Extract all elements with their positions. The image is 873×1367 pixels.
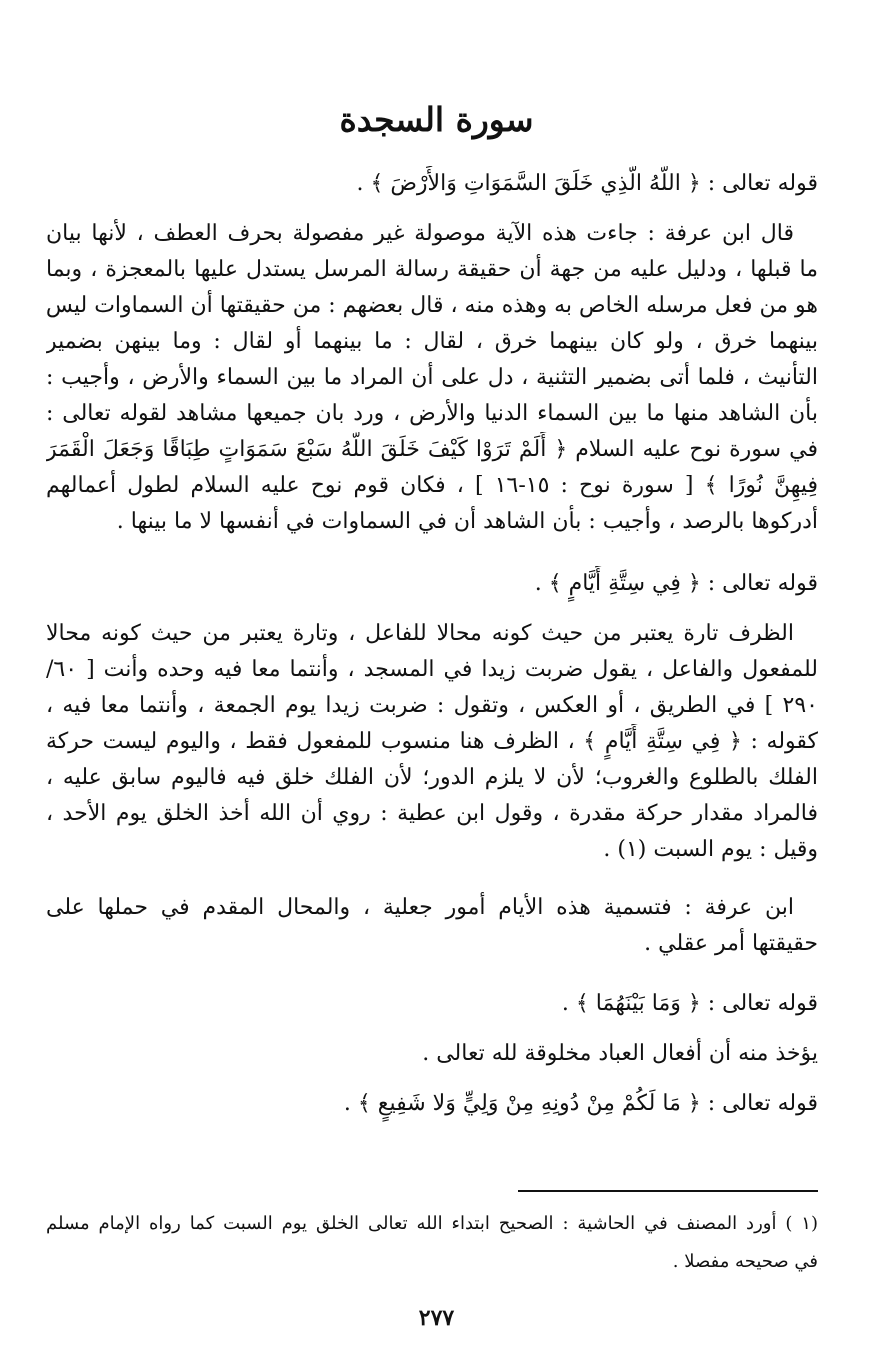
paragraph-line: هو من فعل مرسله الخاص به وهذه منه ، قال بعضهم : من حقيقتها أن السماوات ليس [46, 293, 818, 318]
paragraph-line: أدركوها بالرصد ، وأجيب : بأن الشاهد أن في السماوات في أنفسها لا ما بينها . [116, 509, 818, 534]
surah-title: سورة السجدة [339, 100, 534, 139]
page-number: ٢٧٧ [418, 1305, 455, 1331]
paragraph-line: الفلك بالطلوع والغروب؛ لأن لا يلزم الدور؛ لأن الفلك خلق فيه فاليوم سابق عليه ، [46, 765, 818, 790]
footnote-line: (١ ) أورد المصنف في الحاشية : الصحيح ابتداء الله تعالى الخلق يوم السبت كما رواه الإمام مسلم [46, 1213, 818, 1234]
paragraph-line: يؤخذ منه أن أفعال العباد مخلوقة لله تعالى . [422, 1041, 818, 1066]
paragraph-line: ما قبلها ، ودليل عليه من جهة أن حقيقة رسالة المرسل يستدل عليها بالمعجزة ، وبما [46, 257, 818, 282]
footnote-separator [518, 1190, 818, 1192]
paragraph-line: وقيل : يوم السبت (١) . [603, 837, 818, 862]
paragraph-line: التأنيث ، فلما أتى بضمير التثنية ، دل على أن المراد ما بين السماء والأرض ، وأجيب : [46, 365, 818, 390]
paragraph-line: للمفعول والفاعل ، يقول ضربت زيدا في المسجد ، وأنتما معا فيه وحده وأنت [ ٦٠/ [46, 657, 818, 682]
paragraph-line: بأن الشاهد منها ما بين السماء الدنيا والأرض ، ورد بان جميعها مشاهد لقوله تعالى : [46, 401, 818, 426]
paragraph-line: حقيقتها أمر عقلي . [644, 931, 818, 956]
paragraph-line: بينهما خرق ، ولو كان بينهما خرق ، لقال : ما بينهما أو لقال : وما بينهن بضمير [46, 329, 818, 354]
verse-heading: قوله تعالى : ﴿ وَمَا بَيْنَهُمَا ﴾ . [561, 991, 818, 1016]
paragraph-line: قال ابن عرفة : جاءت هذه الآية موصولة غير مفصولة بحرف العطف ، لأنها بيان [46, 221, 794, 246]
paragraph-line: الظرف تارة يعتبر من حيث كونه محالا للفاعل ، وتارة يعتبر من حيث كونه محالا [46, 621, 794, 646]
paragraph-line: ٢٩٠ ] في الطريق ، أو العكس ، وتقول : ضربت زيدا يوم الجمعة ، وأنتما معا فيه ، [46, 693, 818, 718]
verse-heading: قوله تعالى : ﴿ اللَّهُ الَّذِي خَلَقَ السَّمَوَاتِ وَالأَرْضَ ﴾ . [356, 171, 818, 196]
verse-heading: قوله تعالى : ﴿ فِي سِتَّةِ أَيَّامٍ ﴾ . [534, 571, 818, 596]
paragraph-line: فالمراد مقدار حركة مقدرة ، وقول ابن عطية : روي أن الله أخذ الخلق يوم الأحد ، [46, 801, 818, 826]
paragraph-line: في سورة نوح عليه السلام ﴿ أَلَمْ تَرَوْا كَيْفَ خَلَقَ اللَّهُ سَبْعَ سَمَوَاتٍ طِبَاقًا وَجَعَلَ الْقَمَرَ [46, 437, 818, 462]
paragraph-line: فِيهِنَّ نُورًا ﴾ [ سورة نوح : ١٥-١٦ ] ، فكان قوم نوح عليه السلام لطول أعمالهم [46, 473, 818, 498]
footnote-line: في صحيحه مفصلا . [672, 1251, 818, 1272]
paragraph-line: ابن عرفة : فتسمية هذه الأيام أمور جعلية ، والمحال المقدم في حملها على [46, 895, 794, 920]
verse-heading: قوله تعالى : ﴿ مَا لَكُمْ مِنْ دُونِهِ مِنْ وَلِيٍّ وَلا شَفِيعٍ ﴾ . [343, 1091, 818, 1116]
paragraph-line: كقوله : ﴿ فِي سِتَّةِ أَيَّامٍ ﴾ ، الظرف هنا منسوب للمفعول فقط ، واليوم ليست حركة [46, 729, 818, 754]
